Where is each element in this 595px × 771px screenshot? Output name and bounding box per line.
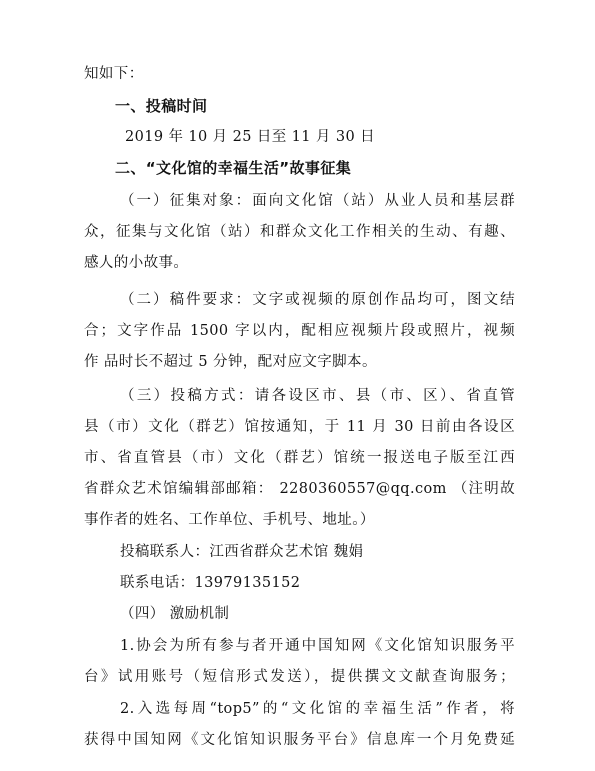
paragraph-line: 市、省直管县（市）文化（群艺）馆统一报送电子版至江西 — [84, 450, 515, 466]
submission-period: 2019 年 10 月 25 日至 11 月 30 日 — [125, 129, 375, 145]
paragraph-line: 感人的小故事。 — [84, 255, 189, 271]
paragraph-line: （一）征集对象：面向文化馆（站）从业人员和基层群 — [120, 193, 515, 209]
paragraph-line-email: 省群众艺术馆编辑部邮箱： 2280360557@qq.com （注明故 — [84, 481, 515, 497]
paragraph-line: 获得中国知网《文化馆知识服务平台》信息库一个月免费延 — [84, 732, 515, 748]
contact-phone: 联系电话：13979135152 — [120, 575, 301, 591]
section-heading-submission-time: 一、投稿时间 — [115, 97, 208, 115]
paragraph-line: 县（市）文化（群艺）馆按通知，于 11 月 30 日前由各设区 — [84, 419, 515, 435]
paragraph-line: 2.入选每周“top5”的“文化馆的幸福生活”作者，将 — [120, 701, 515, 717]
subsection-heading-incentives: （四） 激励机制 — [120, 606, 230, 622]
paragraph-line: 作 品时长不超过 5 分钟，配对应文字脚本。 — [84, 354, 377, 370]
paragraph-line: 台》试用账号（短信形式发送），提供撰文文献查询服务； — [84, 669, 515, 685]
section-heading-story-collection: 二、“文化馆的幸福生活”故事征集 — [115, 159, 352, 177]
paragraph-line: 知如下： — [84, 66, 144, 82]
paragraph-line: （三）投稿方式：请各设区市、县（市、区）、省直管 — [120, 388, 515, 404]
contact-person: 投稿联系人：江西省群众艺术馆 魏娟 — [120, 544, 364, 560]
paragraph-line: 1.协会为所有参与者开通中国知网《文化馆知识服务平 — [120, 638, 515, 654]
paragraph-line: 合；文字作品 1500 字以内，配相应视频片段或照片，视频 — [84, 323, 515, 339]
paragraph-line: 众，征集与文化馆（站）和群众文化工作相关的生动、有趣、 — [84, 224, 515, 240]
paragraph-line: （二）稿件要求：文字或视频的原创作品均可，图文结 — [120, 292, 515, 308]
paragraph-line: 事作者的姓名、工作单位、手机号、地址。） — [84, 512, 375, 528]
